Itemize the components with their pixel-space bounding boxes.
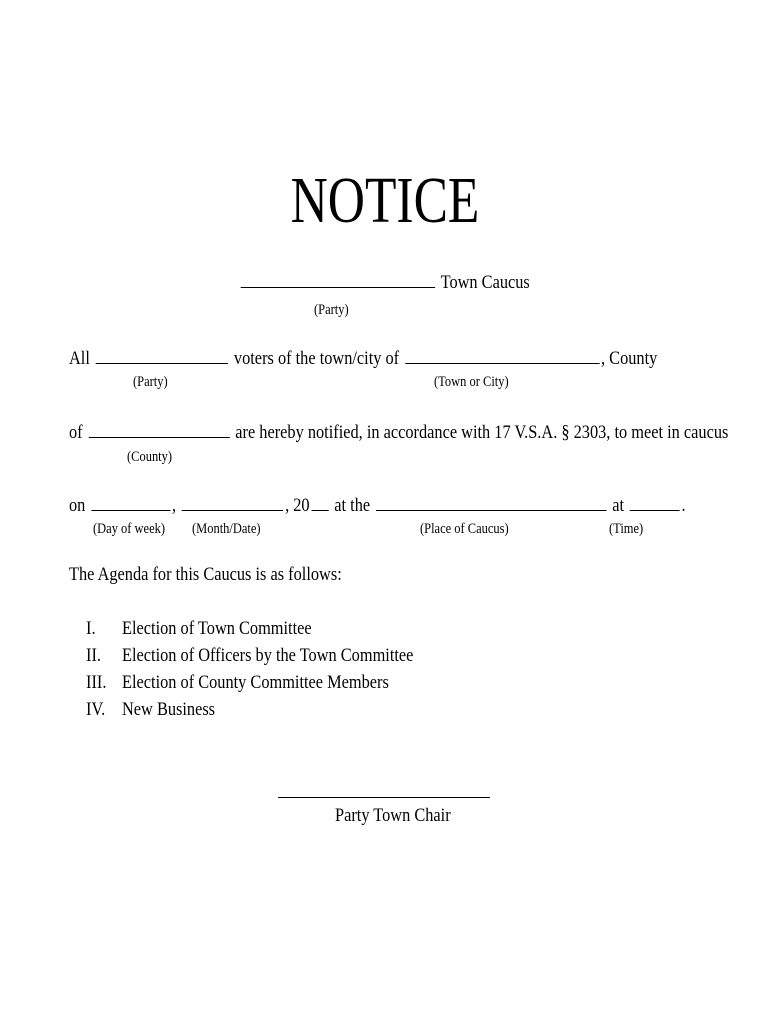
caucus-line: [239, 273, 530, 292]
caption-month-date: (Month/Date): [192, 521, 261, 537]
caption-place: (Place of Caucus): [420, 521, 509, 537]
county-blank[interactable]: [88, 423, 229, 438]
caption-time: (Time): [609, 521, 644, 537]
caption-party: (Party): [133, 374, 168, 390]
time-blank[interactable]: [630, 496, 680, 511]
at-the: at the: [334, 495, 371, 516]
at: at: [612, 495, 625, 516]
agenda-item-text: Election of County Committee Members: [122, 672, 389, 693]
agenda-item-num: I.: [86, 618, 96, 639]
agenda-item-num: II.: [86, 645, 101, 666]
caption-party-top: (Party): [314, 302, 349, 318]
date-place-line: [69, 496, 686, 515]
day-of-week-blank[interactable]: [91, 496, 170, 511]
signature-label: Party Town Chair: [335, 805, 451, 826]
agenda-intro: The Agenda for this Caucus is as follows:: [69, 564, 342, 585]
party-blank[interactable]: [241, 273, 435, 288]
all-suffix: , County: [601, 348, 658, 369]
year-blank[interactable]: [311, 496, 328, 511]
place-blank[interactable]: [376, 496, 606, 511]
caption-day-of-week: (Day of week): [93, 521, 166, 537]
comma-1: ,: [171, 495, 177, 516]
all-middle: voters of the town/city of: [233, 348, 400, 369]
signature-line[interactable]: [278, 797, 490, 798]
period: .: [681, 495, 686, 516]
of-prefix: of: [69, 422, 83, 443]
all-prefix: All: [69, 348, 90, 369]
caption-town-city: (Town or City): [434, 374, 509, 390]
agenda-item-num: III.: [86, 672, 107, 693]
county-line: [69, 423, 728, 442]
town-city-blank[interactable]: [405, 349, 599, 364]
all-voters-line: [69, 349, 657, 368]
agenda-item-num: IV.: [86, 699, 106, 720]
agenda-item-text: Election of Town Committee: [122, 618, 312, 639]
document-title: NOTICE: [290, 164, 480, 237]
caption-county: (County): [127, 449, 173, 465]
month-date-blank[interactable]: [182, 496, 283, 511]
agenda-item-text: Election of Officers by the Town Committee: [122, 645, 414, 666]
caucus-suffix: Town Caucus: [440, 272, 530, 293]
on-prefix: on: [69, 495, 86, 516]
party-voters-blank[interactable]: [96, 349, 228, 364]
comma-year: , 20: [285, 495, 310, 516]
agenda-item-text: New Business: [122, 699, 216, 720]
of-suffix: are hereby notified, in accordance with 17 V.S.A. § 2303, to meet in caucus: [235, 422, 729, 443]
